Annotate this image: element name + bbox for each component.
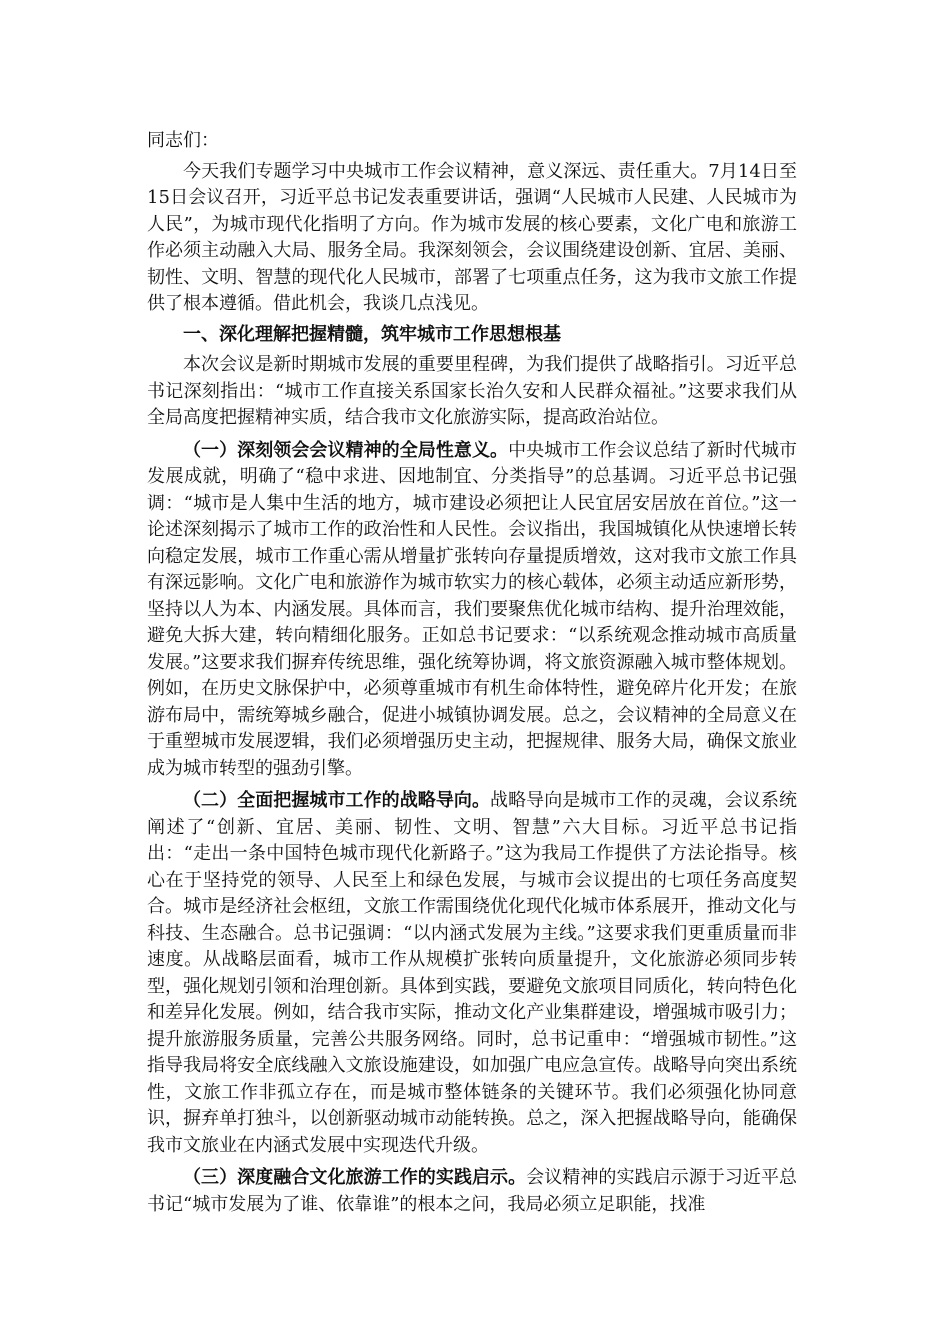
subsection-body-2: 战略导向是城市工作的灵魂，会议系统阐述了“创新、宜居、美丽、韧性、文明、智慧”六大目标。习近平总书记指出：“走出一条中国特色城市现代化新路子。”这为我局工作提供了方法论指导。核心在于坚持党的领导、人民至上和绿色发展，与城市会议提出的七项任务高度契合。城市是经济社会枢纽，文旅工作需围绕优化现代化城市体系展开，推动文化与科技、生态融合。总书记强调：“以内涵式发展为主线。”这要求我们更重质量而非速度。从战略层面看，城市工作从规模扩张转向质量提升，文化旅游必须同步转型，强化规划引领和治理创新。具体到实践，要避免文旅项目同质化，转向特色化和差异化发展。例如，结合我市实际，推动文化产业集群建设，增强城市吸引力；提升旅游服务质量，完善公共服务网络。同时，总书记重申：“增强城市韧性。”这指导我局将安全底线融入文旅设施建设，如加强广电应急宣传。战略导向突出系统性，文旅工作非孤立存在，而是城市整体链条的关键环节。我们必须强化协同意识，摒弃单打独斗，以创新驱动城市动能转换。总之，深入把握战略导向，能确保我市文旅业在内涵式发展中实现迭代升级。 — [147, 790, 797, 1156]
subsection-heading-3: （三）深度融合文化旅游工作的实践启示。 — [183, 1167, 527, 1188]
intro-paragraph: 今天我们专题学习中央城市工作会议精神，意义深远、责任重大。7月14日至15日会议召开，习近平总书记发表重要讲话，强调“人民城市人民建、人民城市为人民”，为城市现代化指明了方向。作为城市发展的核心要素，文化广电和旅游工作必须主动融入大局、服务全局。我深刻领会，会议围绕建设创新、宜居、美丽、韧性、文明、智慧的现代化人民城市，部署了七项重点任务，这为我市文旅工作提供了根本遵循。借此机会，我谈几点浅见。 — [147, 160, 797, 314]
subsection-body-1: 中央城市工作会议总结了新时代城市发展成就，明确了“稳中求进、因地制宜、分类指导”的总基调。习近平总书记强调：“城市是人集中生活的地方，城市建设必须把让人民宜居安居放在首位。”这一论述深刻揭示了城市工作的政治性和人民性。会议指出，我国城镇化从快速增长转向稳定发展，城市工作重心需从增量扩张转向存量提质增效，这对我市文旅工作具有深远影响。文化广电和旅游作为城市软实力的核心载体，必须主动适应新形势，坚持以人为本、内涵发展。具体而言，我们要聚焦优化城市结构、提升治理效能，避免大拆大建，转向精细化服务。正如总书记要求：“以系统观念推动城市高质量发展。”这要求我们摒弃传统思维，强化统筹协调，将文旅资源融入城市整体规划。例如，在历史文脉保护中，必须尊重城市有机生命体特性，避免碎片化开发；在旅游布局中，需统筹城乡融合，促进小城镇协调发展。总之，会议精神的全局意义在于重塑城市发展逻辑，我们必须增强历史主动，把握规律、服务大局，确保文旅业成为城市转型的强劲引擎。 — [147, 439, 798, 779]
section-intro-paragraph: 本次会议是新时期城市发展的重要里程碑，为我们提供了战略指引。习近平总书记深刻指出：“城市工作直接关系国家长治久安和人民群众福祉。”这要求我们从全局高度把握精神实质，结合我市文化旅游实际，提高政治站位。 — [147, 354, 797, 428]
subsection-heading-2: （二）全面把握城市工作的战略导向。 — [183, 790, 491, 811]
salutation: 同志们： — [147, 130, 219, 151]
document-body — [147, 128, 797, 1218]
subsection-paragraph-3 — [147, 1165, 797, 1218]
subsection-paragraph-2 — [147, 788, 797, 1159]
subsection-body-3: 会议精神的实践启示源于习近平总书记“城市发展为了谁、依靠谁”的根本之问，我局必须立足职能，找准 — [147, 1167, 798, 1215]
subsection-heading-1: （一）深刻领会会议精神的全局性意义。 — [183, 439, 509, 461]
section-heading: 一、深化理解把握精髓，筑牢城市工作思想根基 — [183, 323, 561, 345]
subsection-paragraph-1 — [147, 438, 797, 783]
